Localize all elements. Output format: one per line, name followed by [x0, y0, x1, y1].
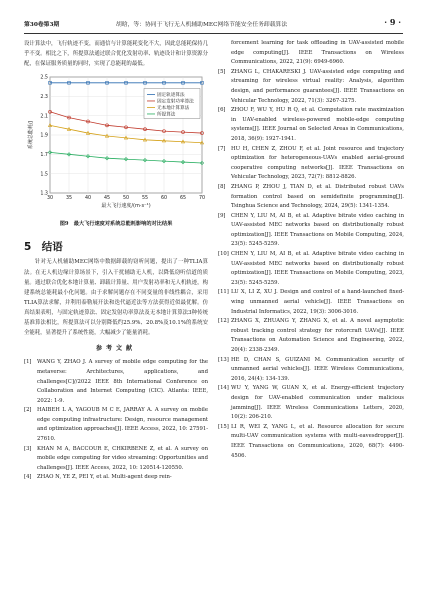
reference-text: ZHANG P, ZHOU J, TIAN D, et al. Distributed robust UAVs formation control based on semidefinite programming[J]. Tsinghua Science and Technology, 2024, 29(5): 1341-1354. — [231, 183, 404, 210]
reference-text: HAIBEH L A, YAGOUB M C E, JARRAY A. A survey on mobile edge computing infrastructure: Design, resource management and optimization approaches[J]. IEEE Access, 2022, 10: 27591-27610. — [37, 407, 208, 443]
page-number: · 9 · — [384, 17, 401, 27]
reference-text: ZHOU F, WU Y, HU R Q, et al. Computation rate maximization in UAV-enabled wireless-powered mobile-edge computing systems[J]. IEEE Journal on Selected Areas in Communications, 2018, 36(9): 1927-1941. — [231, 107, 404, 142]
legend-label: 固定轨迹算法 — [157, 93, 185, 99]
x-tick-label: 40 — [84, 196, 92, 202]
references-heading: 参考文献 — [95, 345, 136, 353]
reference-number: [6] — [218, 107, 226, 114]
left-column — [24, 39, 208, 483]
x-tick-label: 55 — [141, 196, 149, 202]
reference-text: KHAN M A, BACCOUR E, CHKIRBENE Z, et al. A survey on mobile edge computing for video streaming: Opportunities and challenges[J]. IEEE Access, 2022, 10: 120514-120550. — [37, 445, 208, 471]
x-tick-label: 30 — [46, 196, 54, 202]
reference-text: ZHAO N, YE Z, PEI Y, et al. Multi-agent deep rein- — [37, 474, 172, 481]
reference-number: [3] — [24, 445, 32, 452]
reference-item — [218, 423, 404, 461]
running-title: 胡晗，等：协同于飞行无人机辅助MEC网络节能安全任务卸载算法 — [116, 22, 288, 28]
x-axis-label: 最大飞行速度/(m·s⁻¹) — [101, 203, 151, 210]
conclusion-paragraph: 针对无人机辅助MEC网络中数据卸载的窃听问题，提出了一种TLIA算法。在无人机边缘计算场景下，引入干扰辅助无人机，以降低窃听信道的质量。通过联合优化本地计算量、卸载计算量、用户发射功率和无人机轨迹，构建系统总能耗最小化问题。由于求解问题存在不同变量的非线性耦合，采用TLIA算法求解，并利用泰勒展开法和迭代逼近法等方法获得近似最优解。仿真结果表明，与固定轨迹算法、固定发射功率算法及无本地计算算法3种传统基准算法相比，所提算法可以分别降低约25.9%、20.8%及10.1%的系统安全能耗，显著提升了系统性能，大幅减少了能量消耗。 — [24, 259, 208, 337]
reference-text: forcement learning for task offloading in UAV-assisted mobile edge computing[J]. IEEE Transactions on Wireless Communications, 2022, 21(9): 6949-6960. — [231, 40, 404, 66]
reference-number: [4] — [24, 474, 32, 481]
figure-caption: 图9 最大飞行速度对系统总能耗影响的对比结果 — [59, 221, 173, 228]
reference-item — [24, 406, 208, 444]
reference-number: [1] — [24, 359, 32, 366]
y-tick-label: 2.5 — [40, 75, 48, 81]
legend-label: 所提算法 — [157, 112, 176, 118]
reference-text: ZHANG L, CHAKARESKI J. UAV-assisted edge computing and streaming for wireless virtual reality: Analysis, algorithm design, and performance guarantees[J]. IEEE Transactions on Vehicular Technology, 2022, 71(3): 3267-3275. — [231, 68, 404, 104]
reference-number: [10] — [218, 251, 229, 258]
reference-item — [218, 212, 404, 250]
y-tick-label: 2.1 — [40, 114, 48, 120]
reference-number: [7] — [218, 145, 226, 152]
references-list-left — [24, 358, 208, 483]
reference-text: WANG Y, ZHAO J. A survey of mobile edge computing for the metaverse: Architectures, applications, and challenges[C]//2022 IEEE 8th International Conference on Collaboration and Internet Computing (CIC). Atlanta: IEEE, 2022: 1-9. — [37, 359, 208, 404]
x-tick-label: 70 — [198, 196, 206, 202]
reference-number: [8] — [218, 183, 226, 190]
x-tick-label: 45 — [103, 196, 111, 202]
reference-number: [12] — [218, 318, 229, 325]
reference-item — [218, 39, 404, 68]
legend-label: 固定发射功率算法 — [157, 99, 194, 105]
figure-9 — [24, 71, 208, 216]
reference-item — [24, 445, 208, 474]
reference-number: [15] — [218, 423, 229, 430]
y-tick-label: 1.5 — [40, 172, 48, 178]
y-tick-label: 2.3 — [40, 95, 48, 101]
journal-volume: 第30卷第3期 — [24, 22, 60, 28]
reference-number: [13] — [218, 356, 229, 363]
reference-number: [5] — [218, 68, 226, 75]
reference-item — [218, 288, 404, 317]
energy-vs-speed-chart — [24, 71, 208, 216]
right-column — [218, 39, 404, 461]
legend-label: 无本地计算算法 — [157, 106, 190, 112]
reference-text: HU H, CHEN Z, ZHOU F, et al. Joint resource and trajectory optimization for heterogeneous-UAVs enabled aerial-ground cooperative computing networks[J]. IEEE Transactions on Vehicular Technology, 2023, 72(7): 8812-8826. — [231, 145, 404, 181]
x-tick-label: 50 — [122, 196, 130, 202]
reference-item — [218, 183, 404, 212]
reference-item — [218, 68, 404, 106]
reference-text: LU X, LI Z, XU J. Design and control of a hand-launched fixed-wing unmanned aerial vehicle[J]. IEEE Transactions on Industrial Informatics, 2022, 19(3): 3006-3016. — [231, 289, 404, 315]
y-tick-label: 1.7 — [40, 153, 48, 159]
reference-item — [24, 473, 208, 483]
reference-number: [11] — [218, 289, 229, 296]
reference-item — [218, 356, 404, 385]
reference-number: [14] — [218, 385, 229, 392]
y-tick-label: 1.3 — [40, 191, 48, 197]
references-list-right — [218, 39, 404, 461]
reference-text: HE D, CHAN S, GUIZANI M. Communication security of unmanned aerial vehicles[J]. IEEE Wireless Communications, 2016, 24(4): 134-139. — [231, 356, 404, 382]
reference-text: ZHANG X, ZHUANG Y, ZHANG X, et al. A novel asymptotic robust tracking control strategy for rotorcraft UAVs[J]. IEEE Transactions on Automation Science and Engineering, 2022, 20(4): 2338-2349. — [231, 318, 404, 353]
reference-item — [24, 358, 208, 406]
reference-text: CHEN Y, LIU M, AI B, et al. Adaptive bitrate video caching in UAV-assisted MEC networks based on distributionally robust optimization[J]. IEEE Transactions on Mobile Computing, 2024, 23(5): 5245-5259. — [231, 212, 404, 248]
y-axis-label: 系统总能耗/J — [28, 121, 34, 150]
reference-number: [2] — [24, 407, 32, 414]
body-paragraph: 设计算法中，飞行轨迹不变，而通信与计算能耗变化不大，因此总能耗保持几乎不变。相比之下，所提算法通过联合优化发射功率、轨迹设计和计算资源分配，在保证服务质量的同时，实现了总能耗的最低。 — [24, 41, 208, 68]
x-tick-label: 65 — [179, 196, 187, 202]
reference-number: [9] — [218, 212, 226, 219]
reference-item — [218, 250, 404, 288]
reference-item — [218, 384, 404, 422]
reference-item — [218, 106, 404, 144]
y-tick-label: 1.9 — [40, 133, 48, 139]
x-tick-label: 35 — [65, 196, 73, 202]
reference-item — [218, 317, 404, 355]
section-title: 5 结语 — [24, 241, 63, 254]
reference-text: WU Y, YANG W, GUAN X, et al. Energy-efficient trajectory design for UAV-enabled communication under malicious jamming[J]. IEEE Wireless Communications Letters, 2020, 10(2): 206-210. — [231, 385, 404, 421]
reference-number — [218, 39, 231, 68]
page-header — [24, 17, 403, 34]
reference-text: CHEN Y, LIU M, AI B, et al. Adaptive bitrate video caching in UAV-assisted MEC networks based on distributionally robust optimization[J]. IEEE Transactions on Mobile Computing, 2023, 23(5): 5245-5259. — [231, 251, 404, 286]
x-tick-label: 60 — [160, 196, 168, 202]
reference-text: LI R, WEI Z, YANG L, et al. Resource allocation for secure multi-UAV communication systems with multi-eavesdropper[J]. IEEE Transactions on Communications, 2020, 68(7): 4490-4506. — [231, 423, 404, 459]
reference-item — [218, 145, 404, 183]
